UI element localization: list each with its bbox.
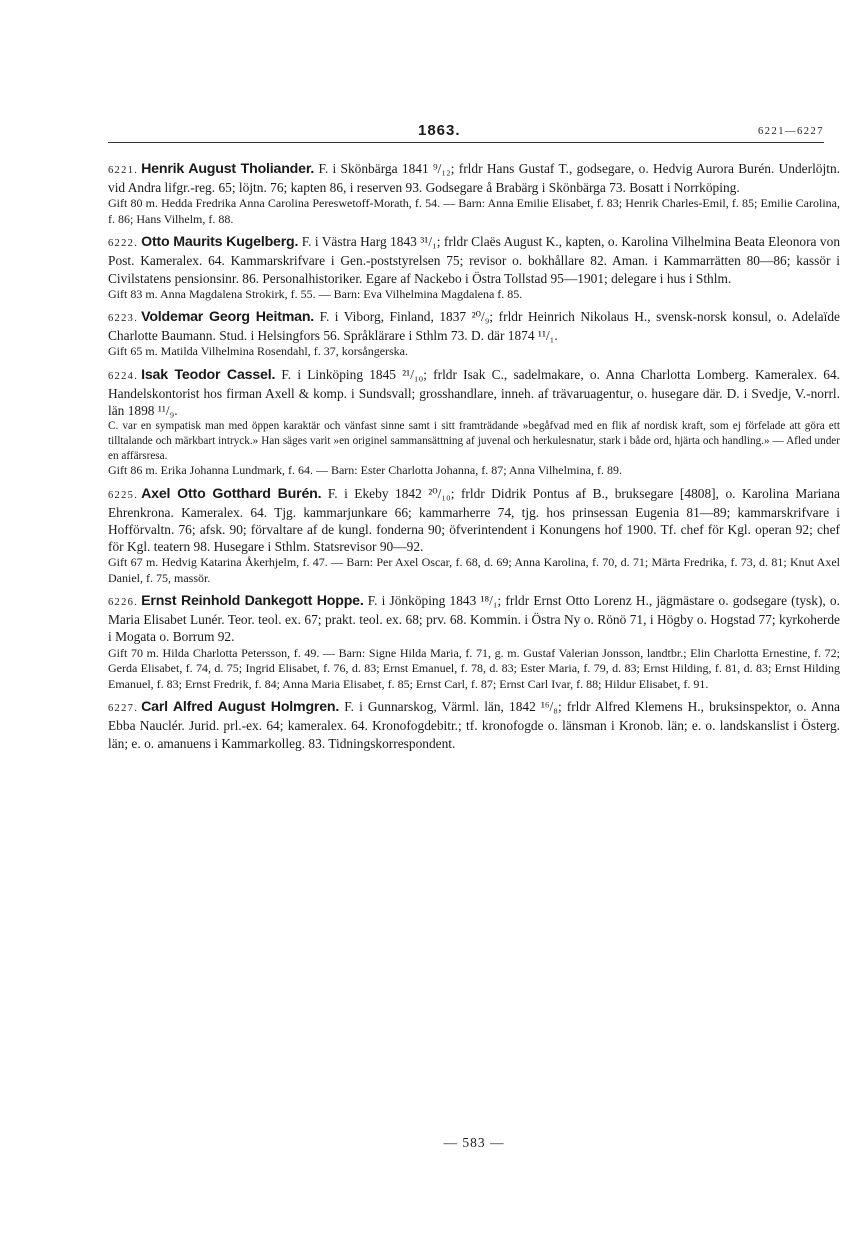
entry-6226 (108, 592, 840, 692)
entry-name: Ernst Reinhold Dankegott Hoppe. (141, 593, 364, 610)
entry-name: Henrik August Tholiander. (141, 161, 315, 177)
entry-number: 6226. (108, 597, 139, 609)
entry-body: F. i Gunnarskog, Värml. län, 1842 ¹⁶/₈; frldr Alfred Klemens H., bruksinspektor, o. Anna Ebba Nauclér. Jurid. prl.-ex. 64; kameralex. 64. Kronofogdebitr.; tf. kronofogde o. länsman i Kronob. län; e. o. landskanslist i Österg. län; e. o. amanuens i Kammarkolleg. 83. Tidningskorrespondent. (108, 699, 841, 751)
entry-paragraph (108, 233, 840, 286)
entry-number: 6227. (108, 703, 139, 715)
entry-note: C. var en sympatisk man med öppen karaktär och vänfast sinne samt i sitt framträdande »begåfvad med en flik af nordisk kraft, som ej förfelade att göra ett tilltalande och märkbart intryck.» Han säges varit »en originel sammansättning af juvenal och herkulesnatur, stark i både ord, hjärta och handling.» — Afled under en affärsresa. (108, 420, 840, 462)
entry-marriage: Gift 86 m. Erika Johanna Lundmark, f. 64. — Barn: Ester Charlotta Johanna, f. 87; Anna Vilhelmina, f. 89. (108, 463, 622, 478)
entry-6227 (108, 698, 840, 751)
entry-paragraph (108, 160, 840, 196)
entry-6225 (108, 485, 840, 587)
entry-name: Axel Otto Gotthard Burén. (141, 485, 322, 502)
entry-marriage: Gift 83 m. Anna Magdalena Strokirk, f. 55. — Barn: Eva Vilhelmina Magdalena f. 85. (108, 286, 523, 301)
entry-body: F. i Viborg, Finland, 1837 ²⁰/₉; frldr Heinrich Nikolaus H., svensk-norsk konsul, o. Adelaïde Charlotte Baumann. Stud. i Helsingfors 56. Språklärare i Sthlm 73. D. där 1874 ¹¹/₁. (108, 309, 840, 344)
header-rule (108, 142, 824, 143)
entry-number: 6224. (108, 371, 139, 383)
header-entry-range: 6221—6227 (758, 126, 824, 137)
page-number: — 583 — (443, 1135, 505, 1150)
entry-paragraph (108, 592, 840, 645)
entry-name: Voldemar Georg Heitman. (141, 309, 315, 326)
entry-6223 (108, 308, 840, 360)
entry-body: F. i Västra Harg 1843 ³¹/₁; frldr Claës August K., kapten, o. Karolina Vilhelmina Beata Eleonora von Post. Kameralex. 64. Kammarskrifvare i Gen.-poststyrelsen 75; revisor o. bokhållare 82. Aman. i Kammarrätten 80—86; kassör i Civilstatens pensionsinr. 86. Personalhistoriker. Egare af Nackebo i Östra Tollstad 95—1901; delegare i hus i Sthlm. (108, 234, 841, 286)
entry-marriage: Gift 67 m. Hedvig Katarina Åkerhjelm, f. 47. — Barn: Per Axel Oscar, f. 68, d. 69; Anna Karolina, f. 70, d. 71; Märta Fredrika, f. 73, d. 81; Knut Axel Daniel, f. 75, massör. (108, 555, 840, 585)
entry-body: F. i Skönbärga 1841 ⁹/₁₂; frldr Hans Gustaf T., godsegare, o. Hedvig Aurora Burén. Underlöjtn. vid Andra lifgr.-reg. 65; löjtn. 76; kapten 86, i reserven 93. Godsegare å Brabärg i Skönbärga 73. Bosatt i Norrköping. (108, 161, 840, 196)
entry-number: 6221. (108, 165, 139, 176)
entry-number: 6222. (108, 238, 139, 250)
entry-name: Otto Maurits Kugelberg. (141, 234, 299, 251)
entry-name: Carl Alfred August Holmgren. (141, 699, 340, 716)
header-year: 1863. (418, 122, 461, 139)
entry-marriage: Gift 80 m. Hedda Fredrika Anna Carolina Pereswetoff-Morath, f. 54. — Barn: Anna Emilie Elisabet, f. 83; Henrik Charles-Emil, f. 85; Emilie Carolina, f. 86; Hans Vilhelm, f. 88. (108, 196, 840, 226)
entry-6222 (108, 233, 840, 302)
entry-body: F. i Ekeby 1842 ²⁰/₁₀; frldr Didrik Pontus af B., bruksegare [4808], o. Karolina Mariana Ehrenkrona. Kameralex. 64. Tjg. kammarjunkare 66; kammarherre 74, tjg. hos prinsessan Eugenia 81—89; kammarskrifvare i Hofförvaltn. 76; afsk. 90; förvaltare af de kungl. fonderna 90; öfverintendent i Konungens hof 1900. Tf. chef för Kgl. operan 92; chef för Kgl. teatern 98. Husegare i Sthlm. Statsrevisor 90—92. (108, 485, 840, 554)
entries-column (108, 160, 840, 758)
page-header (108, 120, 840, 148)
entry-name: Isak Teodor Cassel. (141, 367, 276, 384)
entry-number: 6223. (108, 313, 139, 325)
entry-paragraph (108, 308, 840, 344)
entry-paragraph (108, 698, 840, 751)
entry-paragraph (108, 366, 840, 419)
entry-marriage: Gift 65 m. Matilda Vilhelmina Rosendahl, f. 37, korsångerska. (108, 344, 409, 359)
entry-paragraph (108, 485, 840, 555)
entry-6224 (108, 366, 840, 479)
entry-6221 (108, 160, 840, 227)
entry-body: F. i Jönköping 1843 ¹⁸/₁; frldr Ernst Otto Lorenz H., jägmästare o. godsegare (tysk), o. Maria Elisabet Lunér. Teor. teol. ex. 67; prakt. teol. ex. 68; prv. 68. Kommin. i Östra Ny o. Rönö 71, i Högby o. Hogstad 77; kyrkoherde i Mogata o. Borrum 92. (108, 593, 840, 645)
entry-number: 6225. (108, 489, 139, 501)
entry-marriage: Gift 70 m. Hilda Charlotta Petersson, f. 49. — Barn: Signe Hilda Maria, f. 71, g. m. Gustaf Valerian Jonsson, landtbr.; Elin Charlotta Ernestine, f. 72; Gerda Elisabet, f. 74, d. 75; Ingrid Elisabet, f. 76, d. 83; Ernst Emanuel, f. 78, d. 83; Ester Maria, f. 79, d. 83; Ernst Hilding, f. 81, d. 83; Ernst Hilding Emanuel, f. 83; Ernst Fredrik, f. 84; Anna Maria Elisabet, f. 85; Ernst Carl, f. 87; Ernst Carl Ivar, f. 88; Hildur Elisabet, f. 91. (108, 645, 840, 691)
entry-body: F. i Linköping 1845 ²¹/₁₀; frldr Isak C., sadelmakare, o. Anna Charlotta Lomberg. Kameralex. 64. Handelskontorist hos firman Axell & komp. i Sundsvall; grosshandlare, inneh. af trävaruagentur, o. husegare där. D. i Svedje, V.-norrl. län 1898 ¹¹/₉. (108, 367, 840, 419)
